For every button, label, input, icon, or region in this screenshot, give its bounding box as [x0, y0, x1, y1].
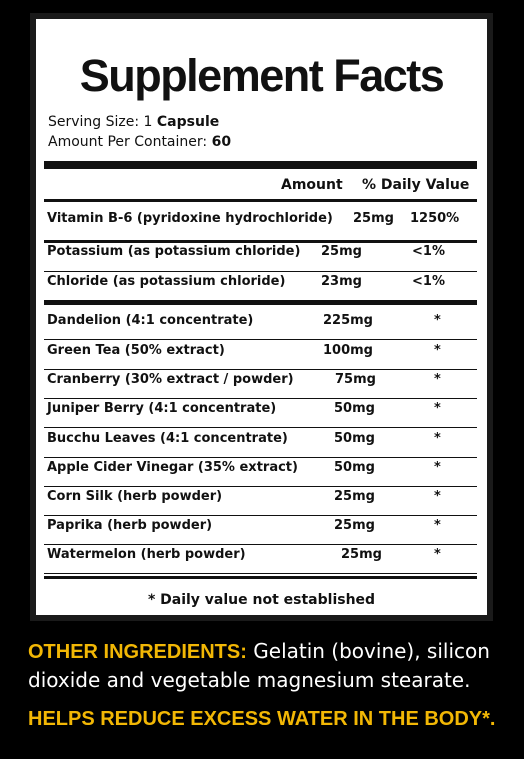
nutrient-daily-value: * [434, 431, 441, 446]
nutrient-row [36, 547, 487, 567]
other-ingredients-line-1 [28, 637, 490, 666]
row-divider [44, 398, 477, 399]
daily-value-header: % Daily Value [362, 177, 470, 193]
nutrient-daily-value: * [434, 401, 441, 416]
serving-size [48, 113, 219, 131]
amount-per-container [48, 133, 231, 151]
row-divider [44, 240, 477, 243]
nutrient-daily-value: * [434, 489, 441, 504]
serving-size-label: Serving Size: 1 [48, 114, 157, 130]
nutrient-name: Juniper Berry (4:1 concentrate) [47, 401, 277, 416]
row-divider [44, 573, 477, 574]
nutrient-row [36, 460, 487, 480]
nutrient-name: Green Tea (50% extract) [47, 343, 225, 358]
header-divider [44, 199, 477, 202]
nutrient-amount: 25mg [321, 244, 362, 259]
nutrient-name: Watermelon (herb powder) [47, 547, 246, 562]
nutrient-amount: 225mg [323, 313, 373, 328]
nutrient-daily-value: 1250% [410, 211, 460, 226]
nutrient-name: Vitamin B-6 (pyridoxine hydrochloride) [47, 211, 333, 226]
nutrient-daily-value: * [434, 518, 441, 533]
nutrient-daily-value: <1% [412, 244, 445, 259]
nutrient-name: Dandelion (4:1 concentrate) [47, 313, 254, 328]
other-ingredients-text-1: Gelatin (bovine), silicon [246, 639, 490, 663]
other-ingredients-line-2: dioxide and vegetable magnesium stearate. [28, 668, 471, 692]
nutrient-row [36, 431, 487, 451]
row-divider [44, 369, 477, 370]
nutrient-row [36, 518, 487, 538]
row-divider [44, 427, 477, 428]
nutrient-row [36, 489, 487, 509]
supplement-label [30, 13, 493, 621]
amount-header: Amount [281, 177, 343, 193]
serving-size-value: Capsule [156, 114, 220, 130]
row-divider [44, 544, 477, 545]
row-divider [44, 300, 477, 305]
nutrient-name: Bucchu Leaves (4:1 concentrate) [47, 431, 288, 446]
nutrient-amount: 25mg [334, 489, 375, 504]
thick-divider [44, 161, 477, 169]
nutrient-name: Apple Cider Vinegar (35% extract) [47, 460, 298, 475]
nutrient-amount: 25mg [341, 547, 382, 562]
nutrient-name: Corn Silk (herb powder) [47, 489, 223, 504]
row-divider [44, 271, 477, 272]
nutrient-amount: 50mg [334, 460, 375, 475]
row-divider [44, 515, 477, 516]
amount-per-container-value: 60 [211, 134, 232, 150]
nutrient-name: Cranberry (30% extract / powder) [47, 372, 294, 387]
row-divider [44, 486, 477, 487]
nutrient-amount: 25mg [353, 211, 394, 226]
nutrient-daily-value: * [434, 460, 441, 475]
nutrient-row [36, 244, 487, 264]
footnote: * Daily value not established [147, 592, 376, 608]
nutrient-daily-value: * [434, 547, 441, 562]
nutrient-row [36, 211, 487, 231]
nutrient-name: Chloride (as potassium chloride) [47, 274, 286, 289]
nutrient-amount: 75mg [335, 372, 376, 387]
nutrient-amount: 100mg [323, 343, 373, 358]
other-ingredients-heading: OTHER INGREDIENTS: [28, 641, 247, 663]
row-divider [44, 457, 477, 458]
nutrient-amount: 50mg [334, 401, 375, 416]
row-divider [44, 339, 477, 340]
claim-text: HELPS REDUCE EXCESS WATER IN THE BODY*. [28, 708, 496, 730]
row-divider [44, 576, 477, 579]
nutrient-amount: 23mg [321, 274, 362, 289]
nutrient-amount: 50mg [334, 431, 375, 446]
nutrient-daily-value: * [434, 372, 441, 387]
nutrient-row [36, 372, 487, 392]
nutrient-daily-value: * [434, 343, 441, 358]
panel-title: Supplement Facts [79, 50, 444, 101]
nutrient-row [36, 274, 487, 294]
supplement-facts-panel [36, 19, 487, 615]
nutrient-daily-value: <1% [412, 274, 445, 289]
amount-per-container-label: Amount Per Container: [48, 134, 212, 150]
nutrient-name: Paprika (herb powder) [47, 518, 213, 533]
nutrient-row [36, 401, 487, 421]
nutrient-name: Potassium (as potassium chloride) [47, 244, 301, 259]
nutrient-row [36, 343, 487, 363]
nutrient-daily-value: * [434, 313, 441, 328]
nutrient-row [36, 313, 487, 333]
nutrient-amount: 25mg [334, 518, 375, 533]
